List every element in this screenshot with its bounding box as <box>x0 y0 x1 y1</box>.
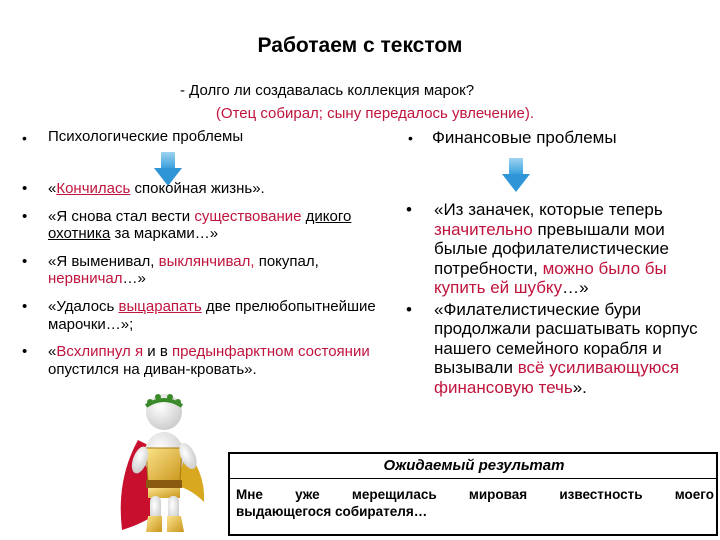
quote-text: и в <box>143 343 172 361</box>
highlighted-text: Всхлипнул я <box>56 343 144 361</box>
quote-text: «Удалось <box>48 297 119 315</box>
quote-text: «Я снова стал вести <box>48 207 195 225</box>
quote-text: покупал, <box>254 252 319 270</box>
financial-quote-item <box>406 200 716 298</box>
quote-text: …» <box>562 278 589 297</box>
answer-text: (Отец собирал; сыну передалось увлечение). <box>215 105 535 122</box>
hero-figure-icon <box>108 390 220 540</box>
highlighted-text: нервничал <box>48 270 123 288</box>
quote-text: за марками…» <box>110 225 219 243</box>
quote-text: « <box>48 180 57 197</box>
psychological-quote-item <box>22 343 387 378</box>
quote-text: «Из заначек, которые теперь <box>434 200 663 219</box>
highlighted-text: выцарапать <box>118 297 202 315</box>
quote-text: две прелюбопытнейшие марочки…»; <box>48 297 376 333</box>
financial-problems-list <box>406 200 716 399</box>
arrow-down-icon <box>502 158 530 194</box>
quote-text: превышали мои былые дофилателистические потребности, <box>434 219 670 278</box>
quote-text: опустился на диван-кровать». <box>48 360 257 378</box>
highlighted-text: предынфарктном состоянии <box>171 343 370 361</box>
expected-result-line-1: Мне уже мерещилась мировая известность моего <box>236 487 714 502</box>
quote-text: …» <box>122 270 146 288</box>
quote-text: «Филателистические бури продолжали расшатывать корпус нашего семейного корабля и вызывали <box>434 299 698 377</box>
financial-quote-item <box>406 300 716 398</box>
psychological-problems-list <box>22 180 387 388</box>
highlighted-text: выклянчивал, <box>158 252 255 270</box>
highlighted-text: значительно <box>434 219 533 239</box>
psychological-quote-item <box>22 208 387 243</box>
highlighted-text: Кончилась <box>56 180 131 197</box>
quote-text: « <box>48 343 57 361</box>
psychological-quote-item <box>22 180 387 198</box>
left-column-header: Психологические проблемы <box>48 128 244 145</box>
bullet-icon: • <box>408 130 413 146</box>
expected-result-line-2: выдающегося собирателя… <box>236 504 428 519</box>
psychological-quote-item <box>22 253 387 288</box>
quote-text: «Я выменивал, <box>48 252 159 270</box>
bullet-icon: • <box>22 130 27 146</box>
highlighted-text: существование <box>194 207 302 225</box>
quote-text: дикого охотника <box>48 207 352 243</box>
page-title: Работаем с текстом <box>257 34 463 57</box>
highlighted-text: можно было бы купить ей шубку <box>434 258 667 297</box>
highlighted-text: всё усиливающуюся финансовую течь <box>434 358 680 397</box>
psychological-quote-item <box>22 298 387 333</box>
right-column-header: Финансовые проблемы <box>432 128 617 147</box>
quote-text: ». <box>572 377 587 397</box>
question-text: - Долго ли создавалась коллекция марок? <box>180 82 475 99</box>
quote-text: спокойная жизнь». <box>130 180 265 197</box>
expected-result-title: Ожидаемый результат <box>230 455 718 479</box>
